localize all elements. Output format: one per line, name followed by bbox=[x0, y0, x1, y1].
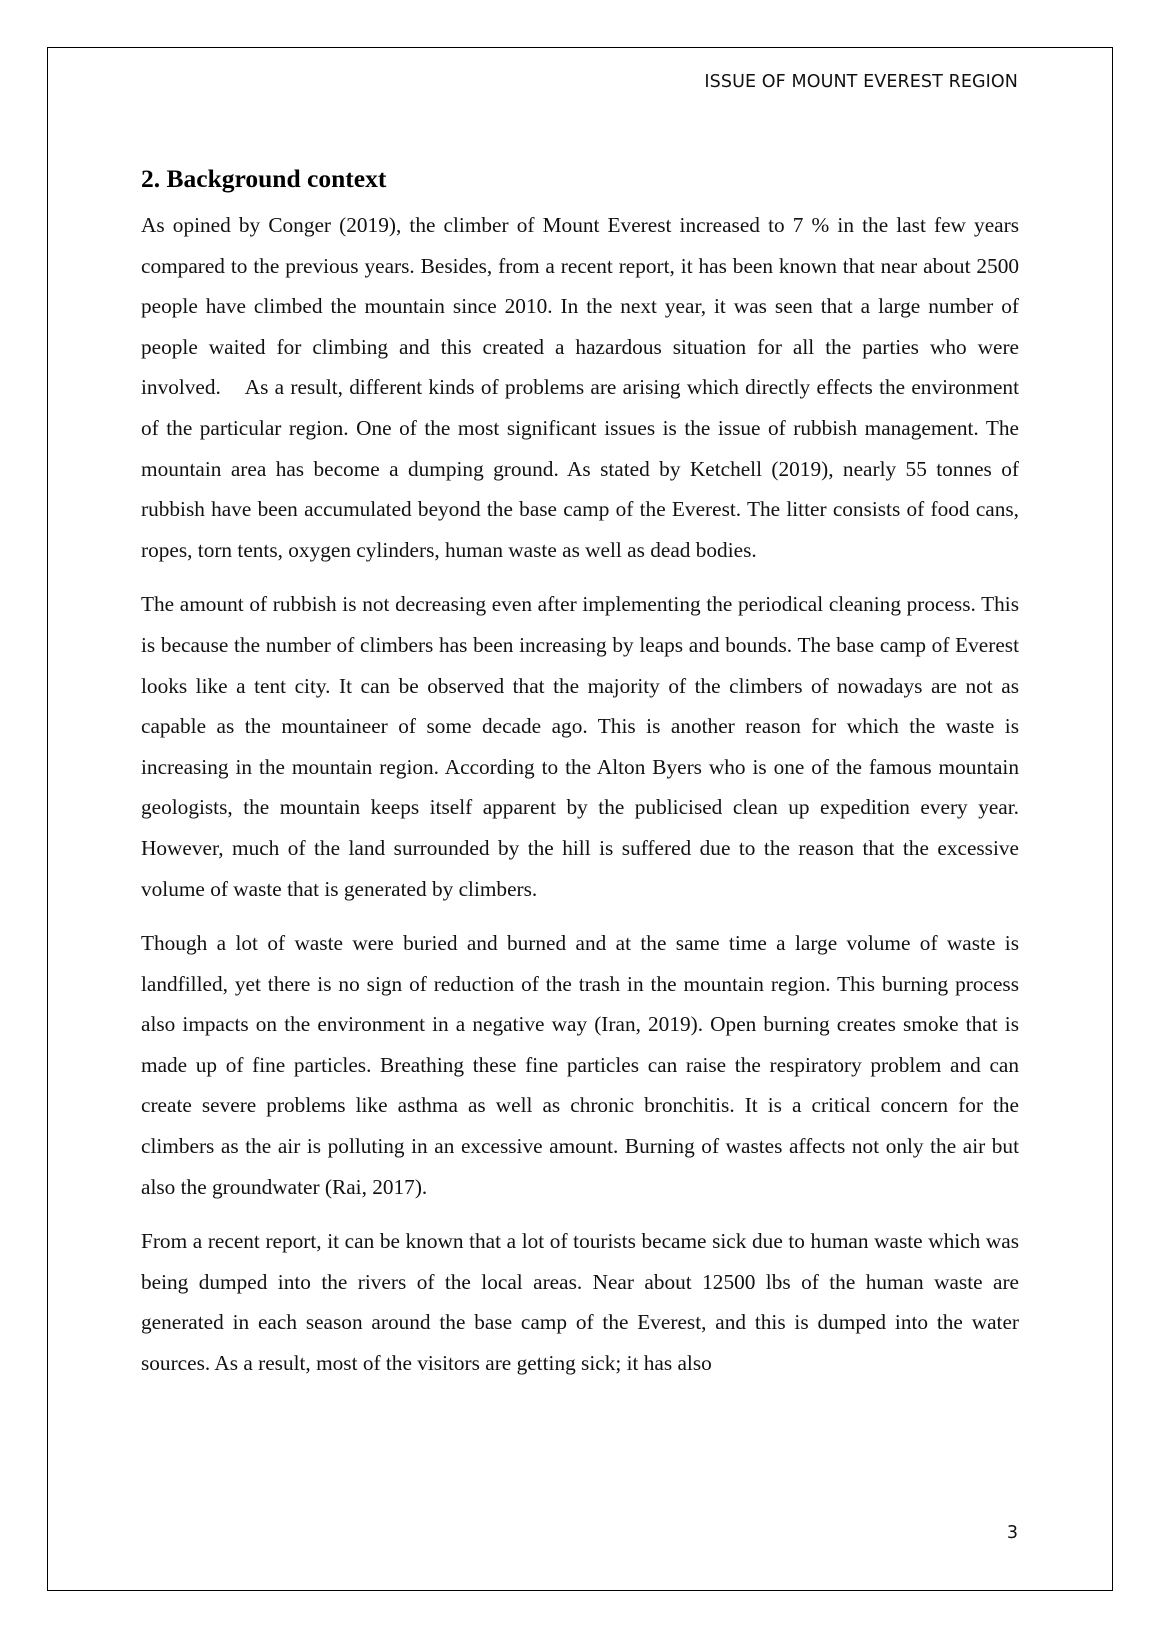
page-number: 3 bbox=[1006, 1523, 1018, 1543]
document-page bbox=[47, 47, 1113, 1591]
paragraph-1: As opined by Conger (2019), the climber of Mount Everest increased to 7 % in the last few years compared to the previous years. Besides, from a recent report, it has been known that near about 2500 people have climbed the mountain since 2010. In the next year, it was seen that a large number of people waited for climbing and this created a hazardous situation for all the parties who were involved. As a result, different kinds of problems are arising which directly effects the environment of the particular region. One of the most significant issues is the issue of rubbish management. The mountain area has become a dumping ground. As stated by Ketchell (2019), nearly 55 tonnes of rubbish have been accumulated beyond the base camp of the Everest. The litter consists of food cans, ropes, torn tents, oxygen cylinders, human waste as well as dead bodies. bbox=[141, 213, 1025, 562]
section-heading: 2. Background context bbox=[141, 164, 387, 193]
paragraph-4: From a recent report, it can be known that a lot of tourists became sick due to human waste which was being dumped into the rivers of the local areas. Near about 12500 lbs of the human waste are generated in each season around the base camp of the Everest, and this is dumped into the water sources. As a result, most of the visitors are getting sick; it has also bbox=[141, 1229, 1025, 1376]
page-body bbox=[141, 163, 1025, 1398]
running-header: ISSUE OF MOUNT EVEREST REGION bbox=[704, 72, 1018, 92]
paragraph-2: The amount of rubbish is not decreasing even after implementing the periodical cleaning process. This is because the number of climbers has been increasing by leaps and bounds. The base camp of Everest looks like a tent city. It can be observed that the majority of the climbers of nowadays are not as capable as the mountaineer of some decade ago. This is another reason for which the waste is increasing in the mountain region. According to the Alton Byers who is one of the famous mountain geologists, the mountain keeps itself apparent by the publicised clean up expedition every year. However, much of the land surrounded by the hill is suffered due to the reason that the excessive volume of waste that is generated by climbers. bbox=[141, 592, 1025, 901]
paragraph-3: Though a lot of waste were buried and burned and at the same time a large volume of waste is landfilled, yet there is no sign of reduction of the trash in the mountain region. This burning process also impacts on the environment in a negative way (Iran, 2019). Open burning creates smoke that is made up of fine particles. Breathing these fine particles can raise the respiratory problem and can create severe problems like asthma as well as chronic bronchitis. It is a critical concern for the climbers as the air is polluting in an excessive amount. Burning of wastes affects not only the air but also the groundwater (Rai, 2017). bbox=[141, 931, 1025, 1199]
